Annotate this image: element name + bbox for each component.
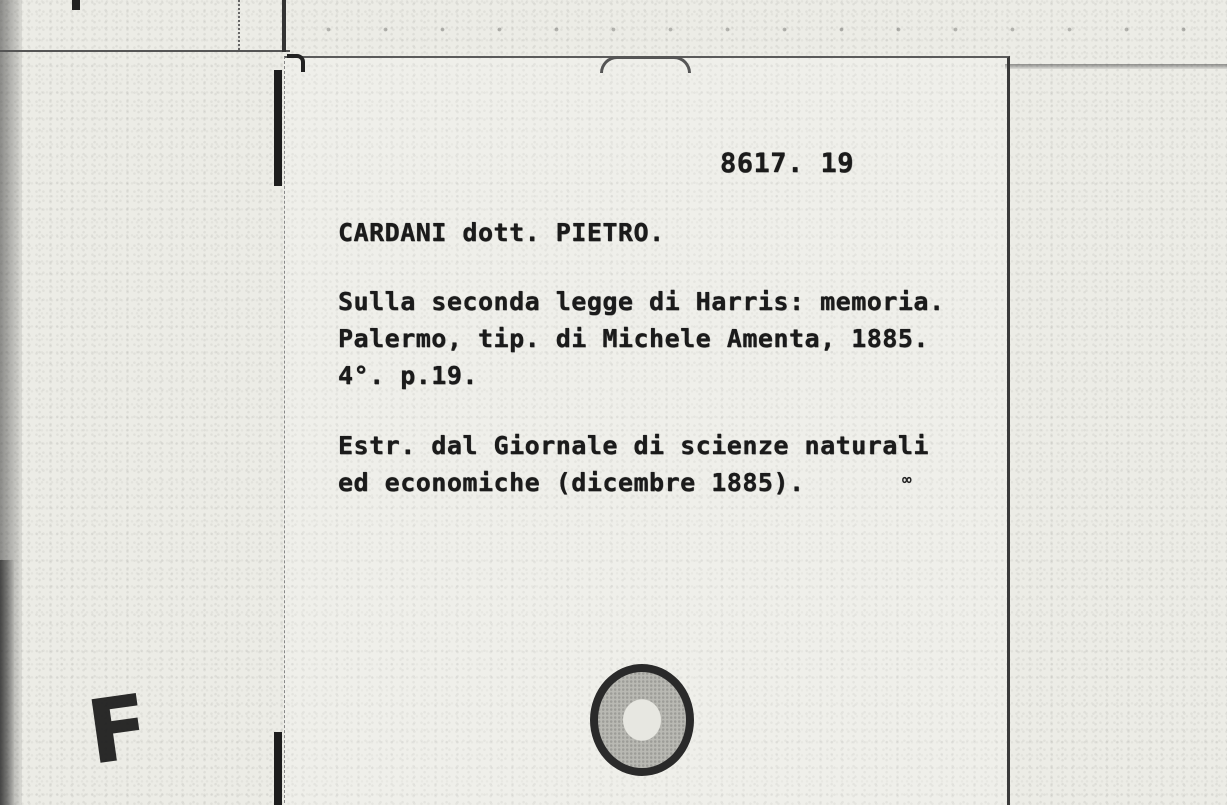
previous-card-frame	[282, 0, 286, 52]
binder-bar-bottom	[274, 732, 282, 805]
collation-line: 4°. p.19.	[338, 361, 478, 390]
author-heading: CARDANI dott. PIETRO.	[338, 218, 665, 247]
dotted-rule	[238, 0, 240, 50]
drawer-tab-letter: F	[81, 674, 155, 785]
card-notch	[600, 56, 691, 73]
corner-mark: ∞	[902, 470, 912, 489]
note-line: Estr. dal Giornale di scienze naturali	[338, 431, 929, 460]
card-hook	[287, 54, 305, 72]
title-line: Sulla seconda legge di Harris: memoria.	[338, 287, 945, 316]
previous-card-edge	[0, 50, 290, 52]
binder-bar-top	[274, 70, 282, 186]
speckle-noise	[300, 18, 1200, 48]
scan-edge-shadow-bottom	[0, 560, 14, 805]
right-card-edge	[1005, 64, 1227, 69]
punch-hole	[590, 664, 694, 776]
imprint-line: Palermo, tip. di Michele Amenta, 1885.	[338, 324, 929, 353]
note-line: ed economiche (dicembre 1885).	[338, 468, 805, 497]
call-number: 8617. 19	[720, 148, 855, 179]
top-left-mark	[72, 0, 80, 10]
